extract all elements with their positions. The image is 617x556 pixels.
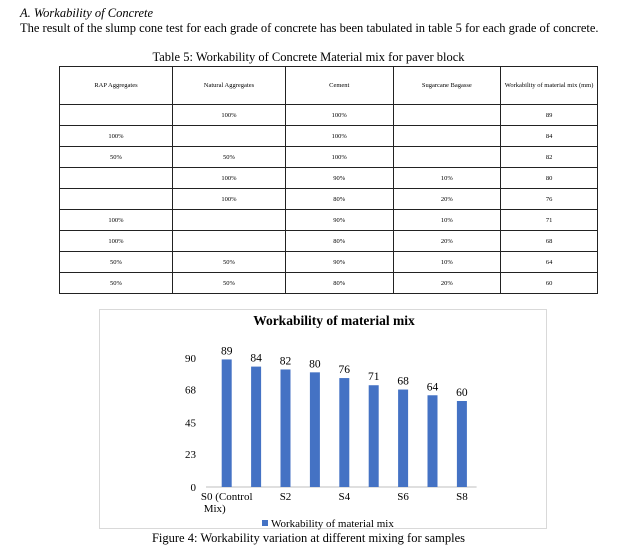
table-cell: 60 xyxy=(501,273,598,294)
table-cell xyxy=(60,105,173,126)
table-cell xyxy=(172,210,285,231)
y-tick-label: 90 xyxy=(185,353,196,365)
chart-frame xyxy=(99,309,547,529)
table-cell: 90% xyxy=(285,252,393,273)
bar-s4 xyxy=(339,378,349,487)
table-caption: Table 5: Workability of Concrete Material mix for paver block xyxy=(152,50,465,64)
table-cell xyxy=(393,147,501,168)
table-cell: 50% xyxy=(172,252,285,273)
body-paragraph: The result of the slump cone test for each grade of concrete has been tabulated in table 5 for each grade of concrete. xyxy=(20,21,599,35)
table-cell: 100% xyxy=(172,168,285,189)
bar-s5 xyxy=(369,385,379,487)
table-cell: 20% xyxy=(393,231,501,252)
table-cell: 90% xyxy=(285,210,393,231)
table-cell: 71 xyxy=(501,210,598,231)
table-cell: 89 xyxy=(501,105,598,126)
table-cell: 50% xyxy=(60,273,173,294)
table-cell: 50% xyxy=(60,147,173,168)
table-cell: 90% xyxy=(285,168,393,189)
x-tick-label: S0 (Control xyxy=(200,491,253,503)
table-cell: 82 xyxy=(501,147,598,168)
table-row xyxy=(60,252,598,273)
data-label: 80 xyxy=(309,358,321,371)
header-sugarcane-bagasse: Sugarcane Bagasse xyxy=(393,67,501,105)
table-row xyxy=(60,189,598,210)
bar-s2 xyxy=(281,369,291,487)
table-cell: 20% xyxy=(393,189,501,210)
table-cell: 80% xyxy=(285,273,393,294)
workability-bar-chart xyxy=(100,310,548,530)
table-cell xyxy=(393,105,501,126)
bar-s0 xyxy=(222,359,232,487)
figure-caption: Figure 4: Workability variation at different mixing for samples xyxy=(151,531,466,545)
table-cell xyxy=(172,231,285,252)
data-label: 89 xyxy=(220,345,233,358)
data-label: 82 xyxy=(279,355,292,368)
header-workability: Workability of material mix (mm) xyxy=(501,67,598,105)
table-cell: 100% xyxy=(60,231,173,252)
data-label: 60 xyxy=(456,387,468,399)
chart-title: Workability of material mix xyxy=(253,313,415,328)
table-cell: 100% xyxy=(285,105,393,126)
section-heading: A. Workability of Concrete xyxy=(20,6,154,20)
table-cell: 20% xyxy=(393,273,501,294)
table-cell: 100% xyxy=(60,126,173,147)
table-cell: 84 xyxy=(501,126,598,147)
y-tick-label: 68 xyxy=(185,384,196,397)
table-cell: 76 xyxy=(501,189,598,210)
table-cell: 64 xyxy=(501,252,598,273)
table-cell xyxy=(60,168,173,189)
x-tick-label: S8 xyxy=(456,491,468,503)
table-cell xyxy=(172,126,285,147)
table-cell xyxy=(393,126,501,147)
data-label: 76 xyxy=(338,364,351,377)
table-cell: 100% xyxy=(172,105,285,126)
table-cell: 80% xyxy=(285,231,393,252)
table-cell: 10% xyxy=(393,210,501,231)
table-cell: 50% xyxy=(172,147,285,168)
table-cell: 80% xyxy=(285,189,393,210)
y-tick-label: 0 xyxy=(190,482,196,494)
table-cell: 10% xyxy=(393,168,501,189)
table-body xyxy=(60,105,598,294)
data-label: 71 xyxy=(367,371,380,384)
bar-s7 xyxy=(428,395,438,487)
data-label: 68 xyxy=(397,375,409,388)
legend-swatch xyxy=(262,520,268,526)
data-label: 84 xyxy=(250,352,262,365)
table-cell: 50% xyxy=(172,273,285,294)
table-cell: 100% xyxy=(172,189,285,210)
table-header-row xyxy=(60,67,598,105)
y-tick-label: 45 xyxy=(185,417,196,430)
table-cell: 10% xyxy=(393,252,501,273)
bar-s8 xyxy=(457,401,467,487)
y-tick-label: 23 xyxy=(185,449,196,462)
data-label: 64 xyxy=(426,381,439,394)
x-tick-label-line2: Mix) xyxy=(203,503,226,515)
table-row xyxy=(60,168,598,189)
table-row xyxy=(60,147,598,168)
header-natural-aggregates: Natural Aggregates xyxy=(172,67,285,105)
bar-s1 xyxy=(251,367,261,487)
table-cell: 68 xyxy=(501,231,598,252)
table-row xyxy=(60,126,598,147)
table-cell: 80 xyxy=(501,168,598,189)
table-row xyxy=(60,273,598,294)
header-cement: Cement xyxy=(285,67,393,105)
table-cell: 100% xyxy=(285,147,393,168)
header-rap-aggregates: RAP Aggregates xyxy=(60,67,173,105)
table-cell: 50% xyxy=(60,252,173,273)
bar-s3 xyxy=(310,372,320,487)
table-cell: 100% xyxy=(60,210,173,231)
table-cell: 100% xyxy=(285,126,393,147)
x-tick-label: S6 xyxy=(397,491,409,503)
x-tick-label: S2 xyxy=(279,491,292,503)
table-cell xyxy=(60,189,173,210)
table-row xyxy=(60,231,598,252)
table-row xyxy=(60,210,598,231)
workability-table xyxy=(59,66,598,294)
bar-s6 xyxy=(398,390,408,487)
table-row xyxy=(60,105,598,126)
x-tick-label: S4 xyxy=(338,491,351,503)
legend-label: Workability of material mix xyxy=(271,518,394,530)
